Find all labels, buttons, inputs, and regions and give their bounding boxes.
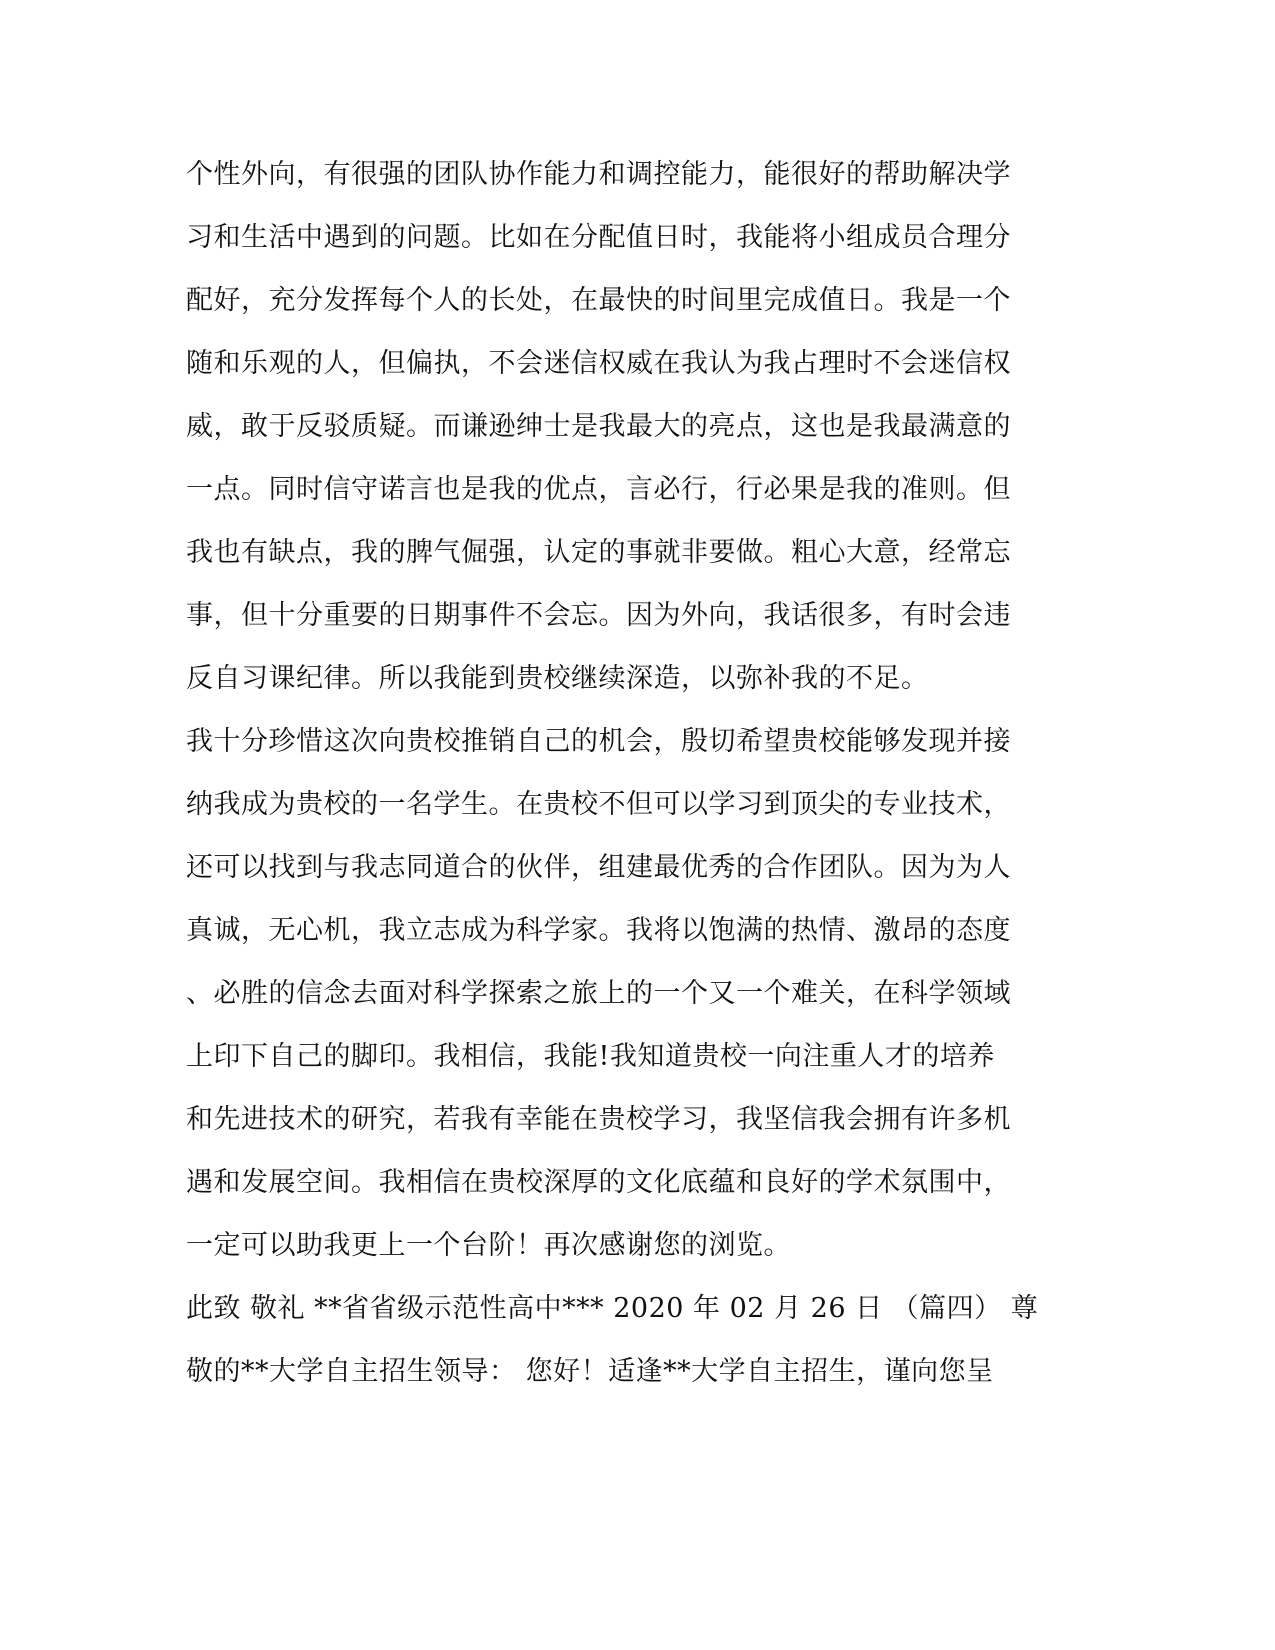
text-line: 个性外向，有很强的团队协作能力和调控能力，能很好的帮助解决学 (186, 159, 1011, 190)
text-line: 反自习课纪律。所以我能到贵校继续深造，以弥补我的不足。 (186, 663, 929, 694)
text-line: 真诚，无心机，我立志成为科学家。我将以饱满的热情、激昂的态度 (186, 915, 1011, 946)
text-line: 我也有缺点，我的脾气倔强，认定的事就非要做。粗心大意，经常忘 (186, 537, 1011, 568)
letter-body (186, 150, 1039, 1410)
text-line: 习和生活中遇到的问题。比如在分配值日时，我能将小组成员合理分 (186, 222, 1011, 253)
text-line: 敬的**大学自主招生领导： 您好！适逢**大学自主招生，谨向您呈 (186, 1356, 994, 1387)
text-line: 、必胜的信念去面对科学探索之旅上的一个又一个难关，在科学领域 (186, 978, 1011, 1009)
text-line: 此致 敬礼 **省省级示范性高中*** 2020 年 02 月 26 日 （篇四） 尊 (186, 1293, 1039, 1324)
text-line: 和先进技术的研究，若我有幸能在贵校学习，我坚信我会拥有许多机 (186, 1104, 1011, 1135)
text-line: 上印下自己的脚印。我相信，我能!我知道贵校一向注重人才的培养 (186, 1041, 995, 1072)
text-line: 随和乐观的人，但偏执，不会迷信权威在我认为我占理时不会迷信权 (186, 348, 1011, 379)
text-line: 遇和发展空间。我相信在贵校深厚的文化底蕴和良好的学术氛围中， (186, 1167, 1011, 1198)
text-line: 一定可以助我更上一个台阶！再次感谢您的浏览。 (186, 1230, 791, 1261)
text-line: 威，敢于反驳质疑。而谦逊绅士是我最大的亮点，这也是我最满意的 (186, 411, 1011, 442)
text-line: 一点。同时信守诺言也是我的优点，言必行，行必果是我的准则。但 (186, 474, 1011, 505)
text-line: 纳我成为贵校的一名学生。在贵校不但可以学习到顶尖的专业技术， (186, 789, 1011, 820)
text-line: 我十分珍惜这次向贵校推销自己的机会，殷切希望贵校能够发现并接 (186, 726, 1011, 757)
text-line: 事，但十分重要的日期事件不会忘。因为外向，我话很多，有时会违 (186, 600, 1011, 631)
text-line: 配好，充分发挥每个人的长处，在最快的时间里完成值日。我是一个 (186, 285, 1011, 316)
text-line: 还可以找到与我志同道合的伙伴，组建最优秀的合作团队。因为为人 (186, 852, 1011, 883)
